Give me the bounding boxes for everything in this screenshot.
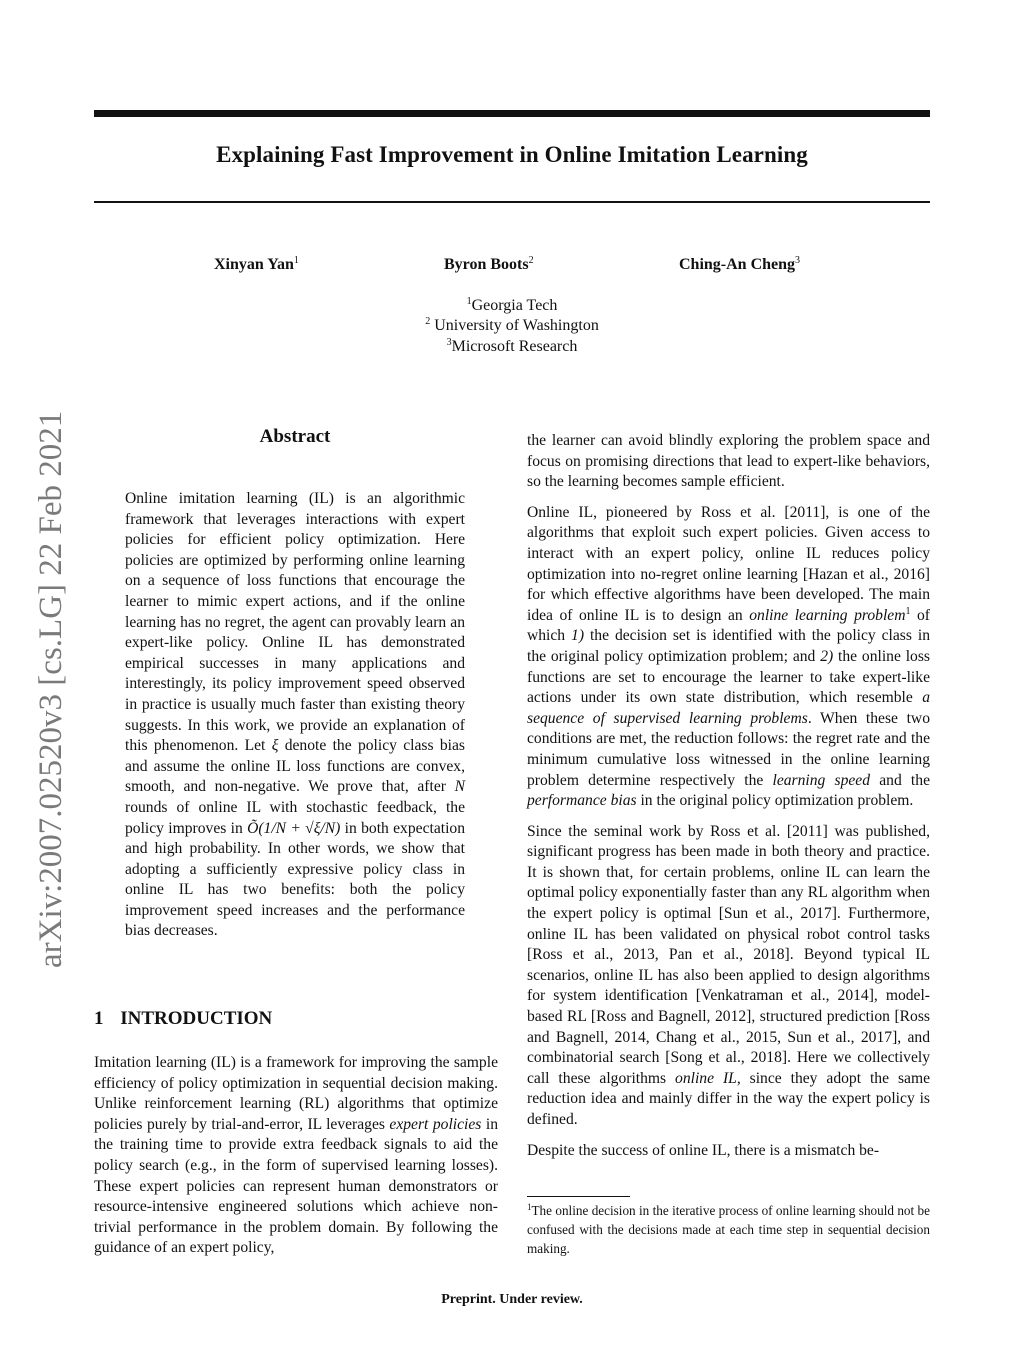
- abstract-body: Online imitation learning (IL) is an algorithmic framework that leverages interactions with expert policies for efficient policy optimization. Here policies are optimized by performing online learning on a sequence of loss functions that encourage the learner to mimic expert actions, and if the online learning has no regret, the agent can provably learn an expert-like policy. Online IL has demonstrated empirical successes in many applications and interestingly, its policy improvement speed observed in practice is usually much faster than existing theory suggests. In this work, we provide an explanation of this phenomenon. Let ξ denote the policy class bias and assume the online IL loss functions are convex, smooth, and non-negative. We prove that, after N rounds of online IL with stochastic feedback, the policy improves in Õ(1/N + √ξ/N) in both expectation and high probability. In other words, we show that adopting a sufficiently expressive policy class in online IL has two benefits: both the policy improvement speed increases and the performance bias decreases.: [125, 490, 466, 940]
- paragraph: the learner can avoid blindly exploring the problem space and focus on promising directions that lead to expert-like behaviors, so the learning becomes sample efficient.: [527, 432, 930, 491]
- paragraph: Online IL, pioneered by Ross et al. [2011], is one of the algorithms that exploit such expert policies. Given access to interact with an expert policy, online IL reduces policy optimization into no-regret online learning [Hazan et al., 2016] for which effective algorithms have been developed. The main idea of online IL is to design an online learning problem$^1$ of which 1) the decision set is identified with the policy class in the original policy optimization problem; and 2) the online loss functions are set to encourage the learner to take expert-like actions under its own state distribution, which resemble a sequence of supervised learning problems. When these two conditions are met, the reduction follows: the regret rate and the minimum cumulative loss witnessed in the online learning problem determine respectively the learning speed and the performance bias in the original policy optimization problem.: [527, 503, 931, 810]
- introduction-body: Imitation learning (IL) is a framework for improving the sample efficiency of policy optimization in sequential decision making. Unlike reinforcement learning (RL) algorithms that optimize policies purely by trial-and-error, IL leverages expert policies in the training time to provide extra feedback signals to aid the policy search (e.g., in the form of supervised learning losses). These expert policies can represent human demonstrators or resource-intensive engineered solutions which achieve non-trivial performance in the problem domain. By following the guidance of an expert policy,: [94, 1054, 498, 1257]
- author-1: Xinyan Yan$^1$: [214, 255, 299, 273]
- paragraph: Since the seminal work by Ross et al. [2011] was published, significant progress has been made in both theory and practice. It is shown that, for certain problems, online IL can learn the optimal policy exponentially faster than any RL algorithm when the expert policy is optimal [Sun et al., 2017]. Furthermore, online IL has been validated on physical robot control tasks [Ross et al., 2013, Pan et al., 2018]. Beyond typical IL scenarios, online IL has also been applied to design algorithms for system identification [Venkatraman et al., 2014], model-based RL [Ross and Bagnell, 2012], structured prediction [Ross and Bagnell, 2014, Chang et al., 2015, Sun et al., 2017], and combinatorial search [Song et al., 2018]. Here we collectively call these algorithms online IL, since they adopt the same reduction idea and mainly differ in the way the expert policy is defined.: [527, 822, 930, 1128]
- footnote: $^1$The online decision in the iterative process of online learning should not be confused with the decisions made at each time step in sequential decision making.: [527, 1202, 930, 1256]
- right-column-body: [527, 431, 930, 1171]
- affiliation-1: $^1$Georgia Tech: [466, 296, 558, 314]
- abstract-heading: Abstract: [259, 426, 331, 447]
- paragraph: Despite the success of online IL, there is a mismatch be-: [527, 1141, 880, 1159]
- author-3: Ching-An Cheng$^3$: [679, 255, 801, 273]
- page-footer: Preprint. Under review.: [441, 1292, 583, 1307]
- footnote-mark: 1: [905, 605, 911, 617]
- author-2: Byron Boots$^2$: [444, 255, 534, 273]
- rate-formula: Õ(1/N + √ξ/N): [247, 819, 341, 837]
- arxiv-identifier: arXiv:2007.02520v3 [cs.LG] 22 Feb 2021: [33, 410, 69, 968]
- title-top-rule: [94, 110, 930, 117]
- affiliation-2: $^2$ University of Washington: [425, 316, 599, 334]
- title-bottom-rule: [94, 201, 930, 203]
- affiliation-3: $^3$Microsoft Research: [446, 337, 578, 355]
- section-heading-introduction: 1 INTRODUCTION: [94, 1008, 273, 1029]
- paper-title: Explaining Fast Improvement in Online Imitation Learning: [216, 142, 808, 167]
- xi-symbol: ξ: [271, 737, 279, 755]
- footnote-rule: [527, 1196, 630, 1197]
- n-symbol: N: [454, 778, 465, 796]
